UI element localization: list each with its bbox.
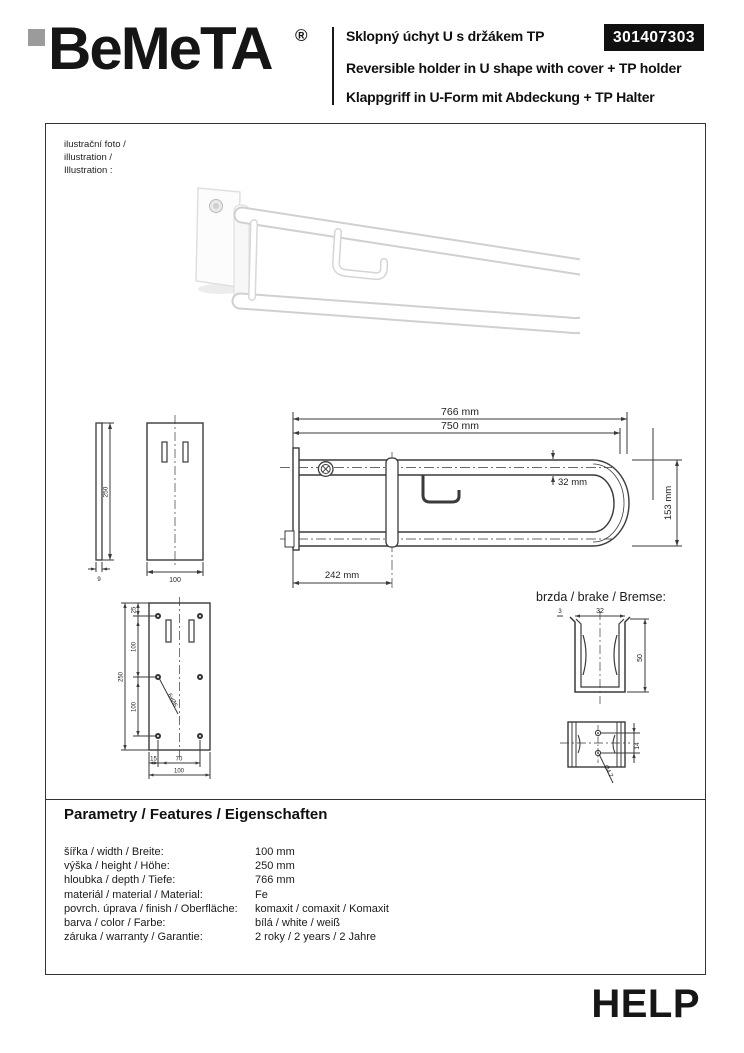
dim-plate-total-width: 100	[173, 768, 185, 775]
dim-plate-width: 100	[169, 577, 181, 584]
parameter-row	[64, 916, 389, 930]
dim-channel-width: 32	[596, 608, 604, 615]
dim-wall-thickness: 3	[558, 609, 562, 615]
technical-drawing-brake-channel	[550, 605, 670, 710]
illustration-note-line2: illustration /	[64, 152, 113, 163]
parameter-value: komaxit / comaxit / Komaxit	[255, 902, 389, 915]
dim-plate-thickness: 9	[97, 577, 101, 583]
product-title-cs: Sklopný úchyt U s držákem TP	[346, 28, 545, 44]
parameter-row	[64, 859, 389, 873]
brake-section-label: brzda / brake / Bremse:	[536, 590, 666, 604]
dim-hole-span: 70	[175, 756, 183, 763]
parameter-value: Fe	[255, 888, 268, 901]
parameter-value: 250 mm	[255, 860, 295, 873]
parameter-value: 766 mm	[255, 874, 295, 887]
parameter-row	[64, 930, 389, 944]
dim-hole-lower-spacing: 100	[131, 701, 138, 713]
parameter-row	[64, 873, 389, 887]
parameter-row	[64, 888, 389, 902]
brake-hole-diameter-note: Ø4.2	[602, 764, 614, 779]
dim-channel-height: 50	[637, 654, 644, 662]
technical-drawing-mounting-plate	[105, 595, 280, 795]
dim-brake-hole-spacing: 14	[634, 742, 641, 750]
technical-drawing-plate-views	[85, 410, 285, 590]
photo-grab-bar	[240, 215, 580, 326]
product-title-de: Klappgriff in U-Form mit Abdeckung + TP Halter	[346, 89, 655, 105]
parameter-label: záruka / warranty / Garantie:	[64, 931, 203, 944]
parameter-value: 2 roky / 2 years / 2 Jahre	[255, 931, 377, 944]
illustration-note-line1: ilustrační foto /	[64, 139, 126, 150]
dim-766: 766 mm	[441, 406, 479, 418]
illustration-note	[64, 138, 126, 177]
dim-242: 242 mm	[324, 570, 360, 581]
technical-drawing-brake-front	[560, 715, 685, 810]
parameter-row	[64, 902, 389, 916]
parameter-value: bílá / white / weiß	[255, 917, 340, 930]
parameter-label: výška / height / Höhe:	[64, 860, 170, 873]
dim-plate-height: 250	[102, 486, 110, 498]
parameter-row	[64, 845, 389, 859]
illustration-note-line3: Illustration :	[64, 165, 113, 176]
logo-text: BeMeTA	[48, 15, 272, 82]
photo-strut	[252, 223, 254, 297]
parameter-value: 100 mm	[255, 846, 295, 858]
registered-trademark-mark: ®	[295, 26, 308, 45]
parameters-table	[64, 845, 389, 944]
dim-153: 153 mm	[663, 485, 674, 521]
help-brand-logo: HELP	[591, 982, 700, 1026]
dim-hole-top-offset: 25	[131, 606, 138, 614]
technical-drawing-side-view	[280, 388, 710, 598]
parameter-label: hloubka / depth / Tiefe:	[64, 874, 176, 887]
product-photo	[150, 175, 580, 390]
dim-32: 32 mm	[558, 477, 588, 488]
product-code-badge: 301407303	[604, 24, 704, 51]
holes-count-note: 6xØ6	[165, 692, 178, 709]
header-divider	[332, 27, 334, 105]
parameter-label: barva / color / Farbe:	[64, 917, 166, 930]
dim-hole-edge-offset: 15	[150, 756, 157, 763]
parameters-heading: Parametry / Features / Eigenschaften	[64, 806, 328, 823]
section-separator	[45, 799, 706, 800]
dim-750: 750 mm	[441, 420, 479, 432]
dim-hole-upper-spacing: 100	[131, 641, 138, 653]
parameter-label: šířka / width / Breite:	[64, 846, 164, 858]
logo-square-icon	[28, 29, 45, 46]
dim-plate-total-height: 250	[118, 671, 125, 683]
photo-screw-center	[213, 203, 219, 209]
product-title-en: Reversible holder in U shape with cover + TP holder	[346, 60, 682, 76]
parameter-label: materiál / material / Material:	[64, 888, 203, 901]
parameter-label: povrch. úprava / finish / Oberfläche:	[64, 902, 238, 915]
